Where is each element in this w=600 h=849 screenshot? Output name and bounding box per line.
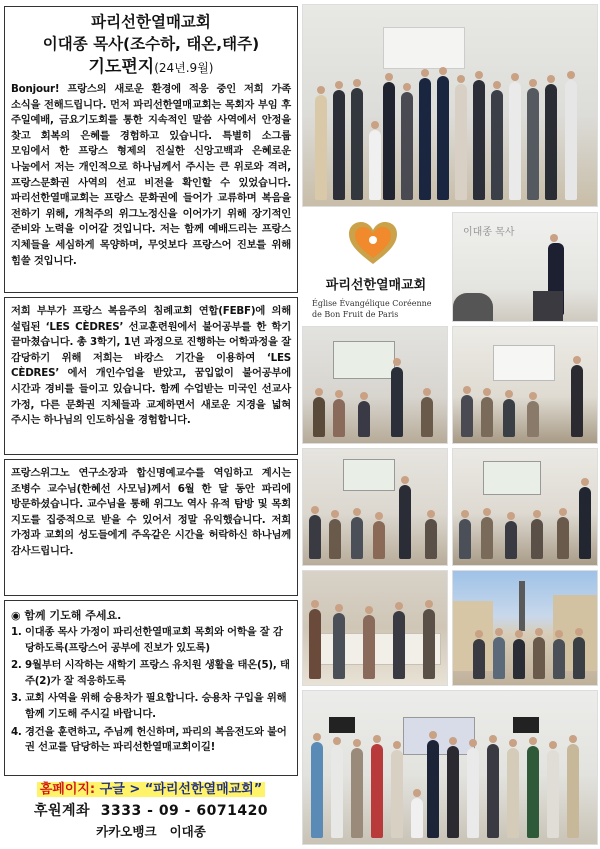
account-number: 3333 - 09 - 6071420	[100, 803, 269, 819]
prayer-box	[4, 600, 298, 776]
letter-date: (24년.9월)	[154, 61, 214, 75]
account-line	[4, 800, 298, 822]
gathering-photo-4	[452, 448, 598, 566]
outdoor-tour-photo	[452, 570, 598, 686]
visit-paragraph: 프랑스위그노 연구소장과 합신명예교수를 역임하고 계시는 조병수 교수님(한혜선 사모님)께서 6월 한 달 동안 파리에 방문하셨습니다. 교수님을 통해 위그노 역사 유적 탐방 및 목회 지도를 집중적으로 받을 수 있어서 정말 유익했습니다. 저희 가정과 교회의 성도들에게 주옥같은 시간을 허락하신 하나님께 감사드립니다.	[11, 467, 291, 557]
prayer-item: 3. 교회 사역을 위해 승용차가 필요합니다. 승용차 구입을 위해 함께 기도해 주시길 바랍니다.	[25, 691, 291, 722]
bank-name: 카카오뱅크	[96, 824, 157, 839]
prayer-item: 2. 9월부터 시작하는 새학기 프랑스 유치원 생활을 태온(5), 태주(2)가 잘 적응하도록	[25, 658, 291, 689]
letter-title-text: 기도편지	[88, 57, 155, 77]
letter-title	[11, 55, 291, 80]
pulpit-sign: 이대종 목사	[463, 227, 515, 238]
letter-column	[4, 6, 298, 776]
febf-paragraph: 저희 부부가 프랑스 복음주의 침례교회 연합(FEBF)에 의해 설립된 ‘LES CÈDRES’ 선교훈련원에서 불어공부를 한 학기 끝마쳤습니다. 총 3학기, 1년 과정으로 진행하는 어학과정을 잘 감당하기 위해 저희는 바캉스 기간을 이용하여 ‘LES CÈDRES’ 에서 개인수업을 받았고, 꿈입없이 불어공부에 시간과 경비를 들이고 있습니다. 함께 수업받는 미국인 선교사 가정, 다른 문화권 지체들과 교제하면서 새로운 지경을 넓혀 주시는 하나님의 인도하심을 경험합니다.	[11, 305, 291, 427]
homepage-label: 홈페이지:	[39, 782, 96, 797]
heart-logo-icon	[347, 220, 399, 266]
group-photo-bottom	[302, 690, 598, 845]
febf-box	[4, 297, 298, 455]
prayer-item: 4. 경건을 훈련하고, 주님께 헌신하며, 파리의 복음전도와 불어권 선교를 담당하는 파리선한열매교회이길!	[25, 725, 291, 756]
meal-photo	[302, 570, 448, 686]
logo-french-name	[312, 298, 432, 320]
gathering-photo-1	[302, 326, 448, 444]
photo-column	[302, 4, 598, 845]
church-logo	[302, 212, 450, 322]
gathering-photo-3	[302, 448, 448, 566]
prayer-item: 1. 이대종 목사 가정이 파리선한열매교회 목회와 어학을 잘 감당하도록(프랑스어 공부에 진보가 있도록)	[25, 625, 291, 656]
visit-box	[4, 459, 298, 596]
prayer-list	[11, 625, 291, 756]
account-label: 후원계좌	[33, 803, 91, 819]
prayer-heading: ◉ 함께 기도해 주세요.	[11, 609, 122, 622]
bank-line	[4, 822, 298, 842]
account-holder: 이대종	[169, 824, 206, 839]
homepage-text[interactable]: 구글 > “파리선한열매교회”	[99, 782, 263, 797]
pastor-name: 이대종 목사(조수하, 태온,태주)	[42, 35, 260, 53]
preaching-photo	[452, 212, 598, 322]
church-name: 파리선한열매교회	[91, 13, 211, 31]
logo-french-line1: Église Évangélique Coréenne	[312, 299, 432, 308]
logo-french-line2: de Bon Fruit de Paris	[312, 310, 399, 319]
homepage-line	[4, 780, 298, 800]
logo-church-name: 파리선한열매교회	[325, 278, 427, 293]
group-photo-top	[302, 4, 598, 207]
gathering-photo-2	[452, 326, 598, 444]
intro-paragraph: Bonjour! 프랑스의 새로운 환경에 적응 중인 저희 가족 소식을 전해드립니다. 먼저 파리선한열매교회는 목회자 부임 후 주일예배, 금요기도회를 통한 지속적인 말씀 사역에서 안정을 찾고 회복의 은혜를 경험하고 있습니다. 특별히 소그룹 모임에서 한 프랑스 형제의 진실한 신앙고백과 은혜로운 나눔에서 저는 개인적으로 하나님께서 주시는 큰 위로와 격려, 프랑스문화권 사역의 선교 비전을 확인할 수 있었습니다. 파리선한열매교회는 프랑스 문화권에 들어가 교류하며 복음을 전하기 위해, 개척주의 위그노정신을 이어가기 위해 장기적인 준비와 노력을 이어갈 것입니다. 저는 함께 예배드리는 프랑스 지체들을 세심하게 목양하며, 무엇보다 프랑스어 진보를 위해 힘쓸 것입니다.	[11, 83, 291, 267]
footer	[4, 780, 298, 842]
intro-box	[4, 6, 298, 293]
